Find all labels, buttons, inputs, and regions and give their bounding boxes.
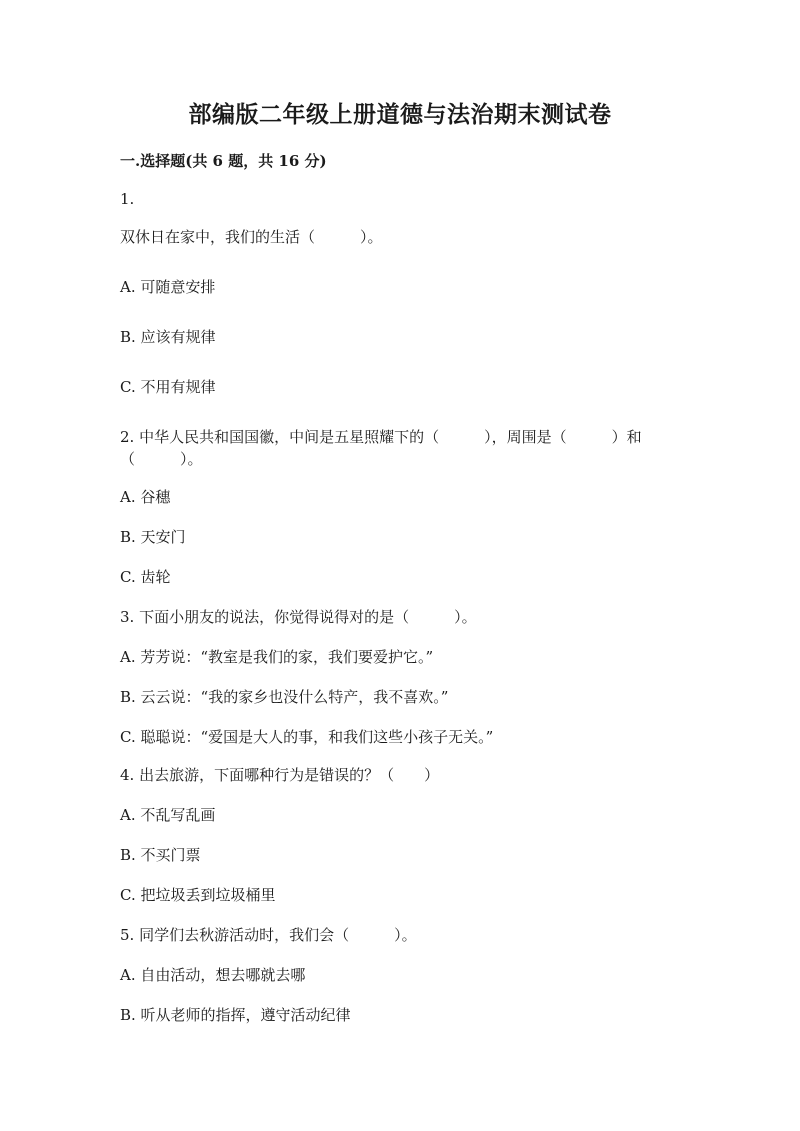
question-2-option-b: B. 天安门 — [120, 528, 186, 546]
page-title: 部编版二年级上册道德与法治期末测试卷 — [188, 101, 612, 128]
section-heading: 一.选择题(共 6 题，共 16 分) — [120, 152, 327, 170]
question-1-option-c: C. 不用有规律 — [120, 378, 216, 396]
question-4-option-a: A. 不乱写乱画 — [120, 806, 216, 824]
question-4-option-b: B. 不买门票 — [120, 846, 201, 864]
question-4-option-c: C. 把垃圾丢到垃圾桶里 — [120, 886, 276, 904]
question-5-option-a: A. 自由活动，想去哪就去哪 — [120, 966, 306, 984]
question-3-option-c: C. 聪聪说：“爱国是大人的事，和我们这些小孩子无关。” — [120, 728, 494, 746]
question-2-option-c: C. 齿轮 — [120, 568, 171, 586]
question-5-stem: 5. 同学们去秋游活动时，我们会（ ）。 — [120, 926, 417, 944]
question-1-stem: 双休日在家中，我们的生活（ ）。 — [120, 228, 383, 246]
question-2-stem-line2: （ ）。 — [120, 450, 203, 468]
question-4-stem: 4. 出去旅游，下面哪种行为是错误的？（ ） — [120, 766, 440, 784]
question-3-stem: 3. 下面小朋友的说法，你觉得说得对的是（ ）。 — [120, 608, 477, 626]
question-5-option-b: B. 听从老师的指挥，遵守活动纪律 — [120, 1006, 351, 1024]
question-1-option-b: B. 应该有规律 — [120, 328, 216, 346]
question-3-option-a: A. 芳芳说：“教室是我们的家，我们要爱护它。” — [120, 648, 434, 666]
question-1-option-a: A. 可随意安排 — [120, 278, 216, 296]
question-2-option-a: A. 谷穗 — [120, 488, 171, 506]
question-3-option-b: B. 云云说：“我的家乡也没什么特产，我不喜欢。” — [120, 688, 449, 706]
question-1-number: 1. — [120, 190, 135, 208]
question-2-stem-line1: 2. 中华人民共和国国徽，中间是五星照耀下的（ ），周围是（ ）和 — [120, 428, 642, 446]
